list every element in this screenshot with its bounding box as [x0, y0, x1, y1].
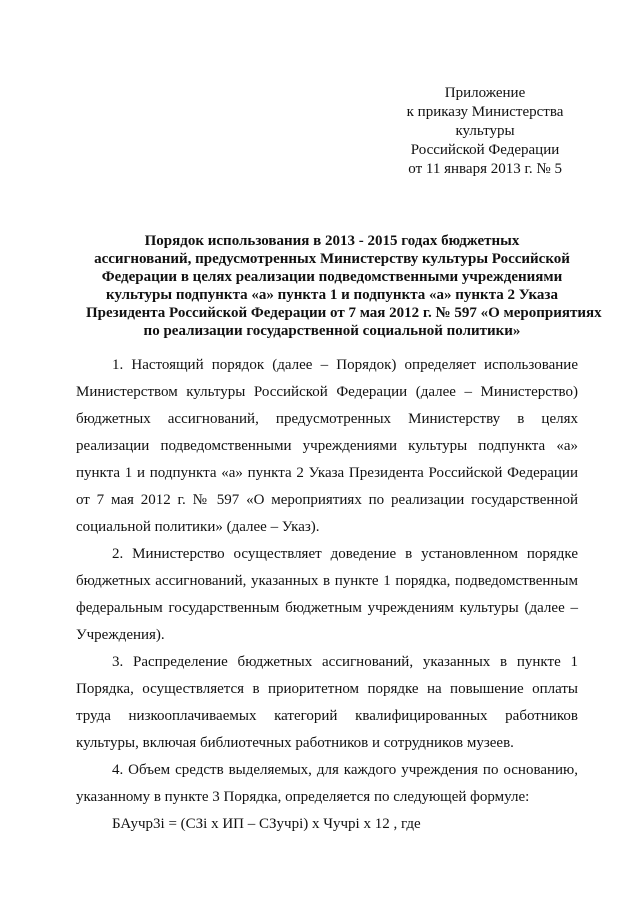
appendix-line: Российской Федерации — [410, 142, 560, 158]
title-line: культуры подпункта «а» пункта 1 и подпункта «а» пункта 2 Указа — [106, 287, 558, 303]
appendix-line: от 11 января 2013 г. № 5 — [408, 161, 562, 177]
title-line: Федерации в целях реализации подведомственными учреждениями — [101, 269, 563, 285]
document-body — [76, 352, 578, 838]
document-title — [86, 232, 602, 340]
title-line: Порядок использования в 2013 - 2015 годах бюджетных — [144, 233, 520, 249]
appendix-line: культуры — [455, 123, 515, 139]
title-line: ассигнований, предусмотренных Министерству культуры Российской — [94, 251, 570, 267]
appendix-line: Приложение — [444, 85, 526, 101]
appendix-line: к приказу Министерства — [406, 104, 564, 120]
formula: БАучр3i = (СЗi х ИП – СЗучрi) х Чучрi х 12 , где — [112, 816, 421, 832]
paragraph-1: 1. Настоящий порядок (далее – Порядок) определяет использование Министерством культуры Российской Федерации (далее – Министерство) бюджетных ассигнований, предусмотренных Министерству в целях реализации подведомственными учреждениями культуры подпункта «а» пункта 1 и подпункта «а» пункта 2 Указа Президента Российской Федерации от 7 мая 2012 г. № 597 «О мероприятиях по реализации государственной социальной политики» (далее – Указ). — [76, 357, 578, 535]
appendix-header — [380, 84, 590, 179]
paragraph-4: 4. Объем средств выделяемых, для каждого учреждения по основанию, указанному в пункте 3 Порядка, определяется по следующей формуле: — [76, 762, 578, 805]
paragraph-3: 3. Распределение бюджетных ассигнований, указанных в пункте 1 Порядка, осуществляется в приоритетном порядке на повышение оплаты труда низкооплачиваемых категорий квалифицированных работников культуры, включая библиотечных работников и сотрудников музеев. — [76, 654, 578, 751]
paragraph-2: 2. Министерство осуществляет доведение в установленном порядке бюджетных ассигнований, указанных в пункте 1 порядка, подведомственным федеральным государственным бюджетным учреждениям культуры (далее – Учреждения). — [76, 546, 578, 643]
title-line: по реализации государственной социальной политики» — [143, 323, 521, 339]
title-line: Президента Российской Федерации от 7 мая 2012 г. № 597 «О мероприятиях — [86, 305, 602, 321]
